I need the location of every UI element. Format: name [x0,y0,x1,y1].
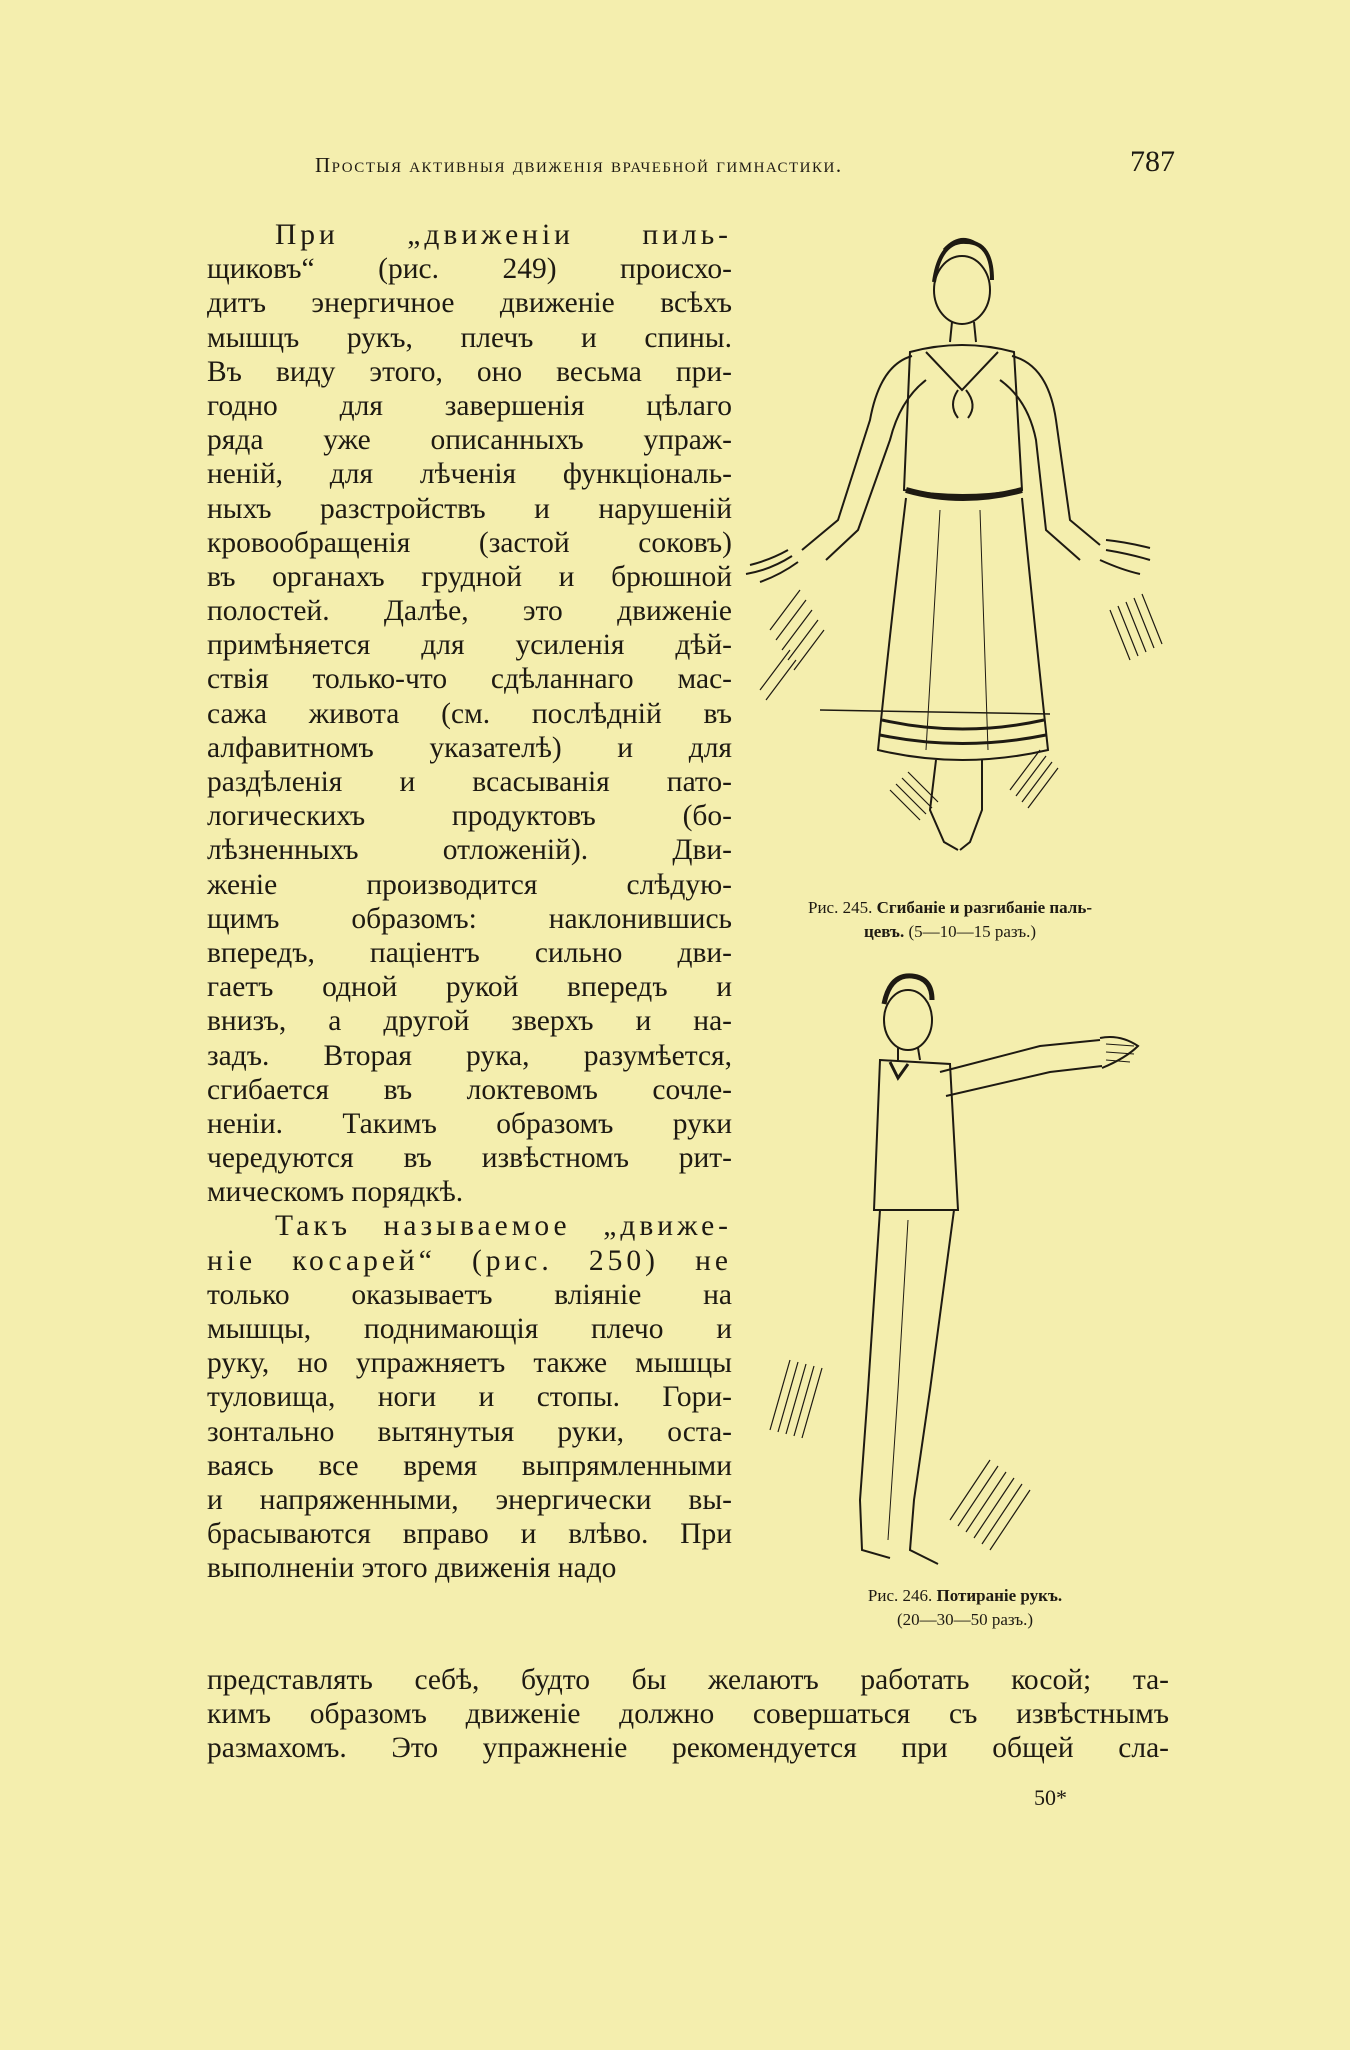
caption-repetitions: (20—30—50 разъ.) [896,1610,1034,1629]
caption-label: Рис. 246. [867,1586,933,1605]
text-line: мышцъ рукъ, плечъ и спины. [207,321,732,354]
text-line: и напряженными, энергически вы- [207,1483,732,1516]
text-line: ряда уже описанныхъ упраж- [207,424,732,457]
text-line: логическихъ продуктовъ (бо- [207,800,732,833]
caption-label: Рис. 245. [807,898,873,917]
text-line: кровообращенія (застой соковъ) [207,526,732,559]
text-line: кимъ образомъ движеніе должно совершаться съ извѣстнымъ [207,1698,1169,1731]
text-line: примѣняется для усиленія дѣй- [207,629,732,662]
text-line: руку, но упражняетъ также мышцы [207,1347,732,1380]
caption-title: Потираніе рукъ. [936,1586,1063,1605]
text-line: туловища, ноги и стопы. Гори- [207,1381,732,1414]
text-line: внизъ, а другой зверхъ и на- [207,1005,732,1038]
text-line: годно для завершенія цѣлаго [207,389,732,422]
text-line: неніи. Такимъ образомъ руки [207,1107,732,1140]
text-line: зонтально вытянутыя руки, оста- [207,1415,732,1448]
figure-caption-245 [720,896,1180,944]
text-line: размахомъ. Это упражненіе рекомендуется при общей сла- [207,1732,1169,1765]
text-line: въ органахъ грудной и брюшной [207,560,732,593]
caption-title: Сгибаніе и разгибаніе паль- [876,898,1092,917]
text-line: только оказываетъ вліяніе на [207,1278,732,1311]
text-line: выполненіи этого движенія надо [207,1552,617,1585]
text-line: дитъ энергичное движеніе всѣхъ [207,287,732,320]
body-text-column [207,218,732,1586]
text-line: мическомъ порядкѣ. [207,1176,464,1209]
text-line: задъ. Вторая рука, разумѣется, [207,1039,732,1072]
text-line: лѣзненныхъ отложеній). Дви- [207,834,732,867]
text-line: мышцы, поднимающія плечо и [207,1313,732,1345]
printer-signature: 50* [1034,1785,1067,1810]
text-line: представлять себѣ, будто бы желаютъ работать косой; та- [207,1664,1169,1696]
text-line: алфавитномъ указателѣ) и для [207,731,732,764]
text-line: неній, для лѣченія функціональ- [207,458,732,491]
text-line: ваясь все время выпрямленными [207,1449,732,1482]
text-line: Такъ называемое „движе- [275,1210,732,1243]
text-line: полостей. Далѣе, это движеніе [207,595,732,628]
text-line: сгибается въ локтевомъ сочле- [207,1073,732,1106]
text-line: ніе косарей“ (рис. 250) не [207,1244,732,1277]
figure-caption-246 [780,1584,1150,1632]
text-line: щиковъ“ (рис. 249) происхо- [207,253,732,286]
running-header [315,145,1175,185]
full-width-text [207,1663,1169,1766]
running-title: Простыя активныя движенія врачебной гимнастики. [315,153,843,177]
caption-title-continued: цевъ. [863,922,905,941]
text-line: женіе производится слѣдую- [207,868,732,901]
text-line: впередъ, паціентъ сильно дви- [207,936,732,969]
text-line: Въ виду этого, оно весьма при- [207,355,732,388]
text-line: ныхъ разстройствъ и нарушеній [207,492,732,525]
page-number: 787 [1130,145,1175,178]
caption-repetitions: (5—10—15 разъ.) [908,922,1037,941]
text-line: брасываются вправо и влѣво. При [207,1518,732,1551]
text-line: чередуются въ извѣстномъ рит- [207,1142,732,1175]
figure-man-illustration [750,960,1190,1580]
text-line: гаетъ одной рукой впередъ и [207,971,732,1004]
text-line: раздѣленія и всасыванія пато- [207,766,732,798]
text-line: щимъ образомъ: наклонившись [207,902,732,935]
text-line: ствія только-что сдѣланнаго мас- [207,663,732,696]
text-line: При „движеніи пиль- [275,219,732,251]
figure-woman-illustration [730,230,1180,890]
text-line: сажа живота (см. послѣдній въ [207,697,732,730]
